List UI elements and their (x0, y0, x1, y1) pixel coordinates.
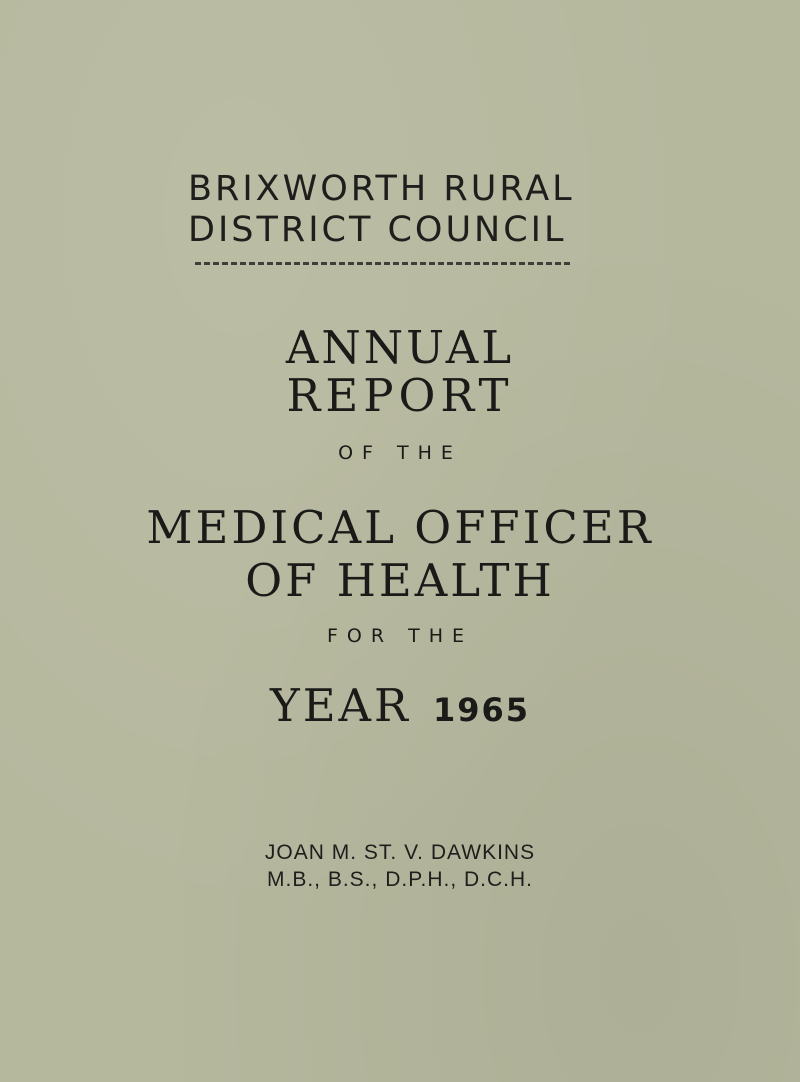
title-year-line (0, 679, 800, 732)
title-of-health: OF HEALTH (245, 554, 555, 607)
title-annual: ANNUAL (285, 321, 515, 374)
year-label: YEAR (270, 679, 411, 732)
council-name-line-1: BRIXWORTH RURAL (188, 169, 575, 209)
title-report: REPORT (286, 369, 514, 422)
year-value: 1965 (432, 691, 530, 729)
author-name: JOAN M. ST. V. DAWKINS (264, 841, 536, 864)
council-name-line-2: DISTRICT COUNCIL (188, 210, 567, 250)
title-of-the: OF THE (338, 442, 462, 464)
title-for-the: FOR THE (326, 625, 474, 647)
title-medical-officer: MEDICAL OFFICER (146, 501, 654, 554)
author-qualifications: M.B., B.S., D.P.H., D.C.H. (267, 868, 533, 891)
header-divider (195, 262, 570, 265)
